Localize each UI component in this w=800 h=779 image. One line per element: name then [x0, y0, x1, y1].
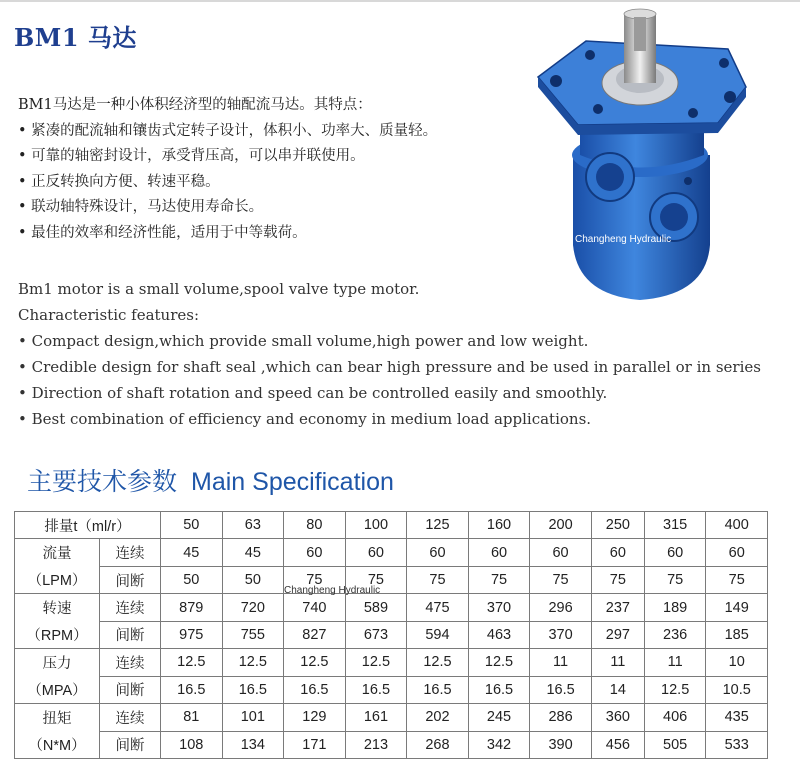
- table-row: [15, 594, 768, 621]
- table-cell: 286: [530, 704, 592, 731]
- table-cell: 60: [591, 539, 644, 566]
- table-cell: 10: [706, 649, 768, 676]
- table-cell: 16.5: [345, 676, 407, 703]
- image-watermark: Changheng Hydraulic: [575, 234, 672, 245]
- table-cell: 370: [468, 594, 530, 621]
- table-cell: 406: [644, 704, 706, 731]
- table-cell: 75: [530, 566, 592, 593]
- table-cell: 250: [591, 512, 644, 539]
- en-intro-line: • Best combination of efficiency and economy in medium load applications.: [18, 410, 592, 428]
- table-cell: 456: [591, 731, 644, 759]
- table-cell: 108: [161, 731, 223, 759]
- table-cell: 160: [468, 512, 530, 539]
- spec-heading-zh: 主要技术参数: [27, 468, 178, 496]
- param-unit-label: （RPM）: [15, 621, 100, 648]
- table-cell: 12.5: [468, 649, 530, 676]
- table-cell: 673: [345, 621, 407, 648]
- table-cell: 11: [644, 649, 706, 676]
- en-intro-line: • Credible design for shaft seal ,which can bear high pressure and be used in parallel or in series: [18, 358, 761, 376]
- table-cell: 370: [530, 621, 592, 648]
- en-intro-line: Characteristic features:: [18, 306, 200, 324]
- table-cell: 60: [530, 539, 592, 566]
- table-cell: 11: [530, 649, 592, 676]
- table-cell: 755: [222, 621, 284, 648]
- param-label: 扭矩: [15, 704, 100, 731]
- table-cell: 60: [407, 539, 469, 566]
- table-cell: 390: [530, 731, 592, 759]
- motor-product-image: [528, 5, 753, 305]
- table-cell: 268: [407, 731, 469, 759]
- en-intro-line: • Direction of shaft rotation and speed can be controlled easily and smoothly.: [18, 384, 608, 402]
- table-cell: 81: [161, 704, 223, 731]
- table-cell: 60: [284, 539, 346, 566]
- table-cell: 720: [222, 594, 284, 621]
- table-cell: 10.5: [706, 676, 768, 703]
- table-cell: 16.5: [468, 676, 530, 703]
- table-cell: 740: [284, 594, 346, 621]
- table-cell: 50: [161, 566, 223, 593]
- table-row: [15, 539, 768, 566]
- table-cell: 12.5: [644, 676, 706, 703]
- table-cell: 975: [161, 621, 223, 648]
- table-cell: 60: [706, 539, 768, 566]
- table-cell: 12.5: [222, 649, 284, 676]
- table-cell: 63: [222, 512, 284, 539]
- table-cell: 342: [468, 731, 530, 759]
- spec-table: [14, 511, 768, 759]
- table-cell: 50: [161, 512, 223, 539]
- table-cell: 297: [591, 621, 644, 648]
- table-cell: 75: [644, 566, 706, 593]
- condition-label: 间断: [100, 731, 161, 759]
- table-cell: 827: [284, 621, 346, 648]
- param-label: 流量: [15, 539, 100, 566]
- table-watermark: Changheng Hydraulic: [284, 585, 381, 596]
- table-row: [15, 621, 768, 648]
- table-cell: 75: [284, 566, 346, 593]
- table-cell: 161: [345, 704, 407, 731]
- table-row: [15, 731, 768, 759]
- table-cell: 45: [161, 539, 223, 566]
- table-cell: 237: [591, 594, 644, 621]
- condition-label: 间断: [100, 676, 161, 703]
- table-cell: 60: [468, 539, 530, 566]
- table-cell: 475: [407, 594, 469, 621]
- table-cell: 589: [345, 594, 407, 621]
- table-cell: 134: [222, 731, 284, 759]
- table-cell: 12.5: [284, 649, 346, 676]
- table-cell: 16.5: [530, 676, 592, 703]
- en-intro-line: Bm1 motor is a small volume,spool valve type motor.: [18, 280, 420, 298]
- table-cell: 14: [591, 676, 644, 703]
- table-cell: 149: [706, 594, 768, 621]
- table-cell: 16.5: [161, 676, 223, 703]
- table-cell: 12.5: [407, 649, 469, 676]
- table-row: [15, 649, 768, 676]
- table-row: [15, 512, 768, 539]
- table-cell: 101: [222, 704, 284, 731]
- chinese-description: [18, 93, 437, 246]
- spec-table-body: [15, 539, 768, 759]
- page-title: BM1 马达: [14, 23, 137, 52]
- table-cell: 505: [644, 731, 706, 759]
- table-cell: 16.5: [407, 676, 469, 703]
- param-label: 压力: [15, 649, 100, 676]
- param-label: 转速: [15, 594, 100, 621]
- condition-label: 连续: [100, 649, 161, 676]
- table-cell: 171: [284, 731, 346, 759]
- param-unit-label: （MPA）: [15, 676, 100, 703]
- table-cell: 100: [345, 512, 407, 539]
- table-cell: 75: [468, 566, 530, 593]
- table-cell: 594: [407, 621, 469, 648]
- table-cell: 400: [706, 512, 768, 539]
- top-rule: [0, 0, 800, 2]
- table-cell: 16.5: [284, 676, 346, 703]
- table-cell: 202: [407, 704, 469, 731]
- zh-intro-line: • 正反转换向方便、转速平稳。: [18, 173, 220, 190]
- table-cell: 75: [706, 566, 768, 593]
- displacement-header: 排量t（ml/r）: [15, 512, 161, 539]
- table-cell: 75: [345, 566, 407, 593]
- table-cell: 12.5: [161, 649, 223, 676]
- table-cell: 245: [468, 704, 530, 731]
- table-cell: 200: [530, 512, 592, 539]
- param-unit-label: （N*M）: [15, 731, 100, 759]
- table-cell: 360: [591, 704, 644, 731]
- condition-label: 间断: [100, 621, 161, 648]
- spec-heading: [27, 462, 394, 498]
- table-cell: 12.5: [345, 649, 407, 676]
- table-cell: 50: [222, 566, 284, 593]
- table-cell: 75: [591, 566, 644, 593]
- table-cell: 213: [345, 731, 407, 759]
- table-cell: 60: [644, 539, 706, 566]
- zh-intro-line: • 联动轴特殊设计，马达使用寿命长。: [18, 199, 264, 215]
- spec-heading-en: Main Specification: [191, 468, 394, 496]
- table-cell: 236: [644, 621, 706, 648]
- table-cell: 185: [706, 621, 768, 648]
- table-cell: 435: [706, 704, 768, 731]
- zh-intro-line: • 可靠的轴密封设计，承受背压高，可以串并联使用。: [18, 148, 365, 164]
- zh-intro-line: • 紧凑的配流轴和镶齿式定转子设计，体积小、功率大、质量轻。: [18, 122, 438, 139]
- table-row: [15, 676, 768, 703]
- condition-label: 间断: [100, 566, 161, 593]
- table-cell: 11: [591, 649, 644, 676]
- condition-label: 连续: [100, 704, 161, 731]
- table-cell: 533: [706, 731, 768, 759]
- table-cell: 463: [468, 621, 530, 648]
- table-cell: 296: [530, 594, 592, 621]
- table-cell: 129: [284, 704, 346, 731]
- table-cell: 125: [407, 512, 469, 539]
- table-cell: 879: [161, 594, 223, 621]
- table-cell: 315: [644, 512, 706, 539]
- table-cell: 45: [222, 539, 284, 566]
- param-unit-label: （LPM）: [15, 566, 100, 593]
- condition-label: 连续: [100, 539, 161, 566]
- table-row: [15, 704, 768, 731]
- zh-intro-line: BM1马达是一种小体积经济型的轴配流马达。其特点：: [18, 97, 372, 113]
- table-cell: 60: [345, 539, 407, 566]
- en-intro-line: • Compact design,which provide small volume,high power and low weight.: [18, 332, 589, 350]
- table-cell: 16.5: [222, 676, 284, 703]
- condition-label: 连续: [100, 594, 161, 621]
- table-cell: 80: [284, 512, 346, 539]
- table-cell: 75: [407, 566, 469, 593]
- zh-intro-line: • 最佳的效率和经济性能，适用于中等载荷。: [18, 224, 307, 241]
- table-row: [15, 566, 768, 593]
- table-cell: 189: [644, 594, 706, 621]
